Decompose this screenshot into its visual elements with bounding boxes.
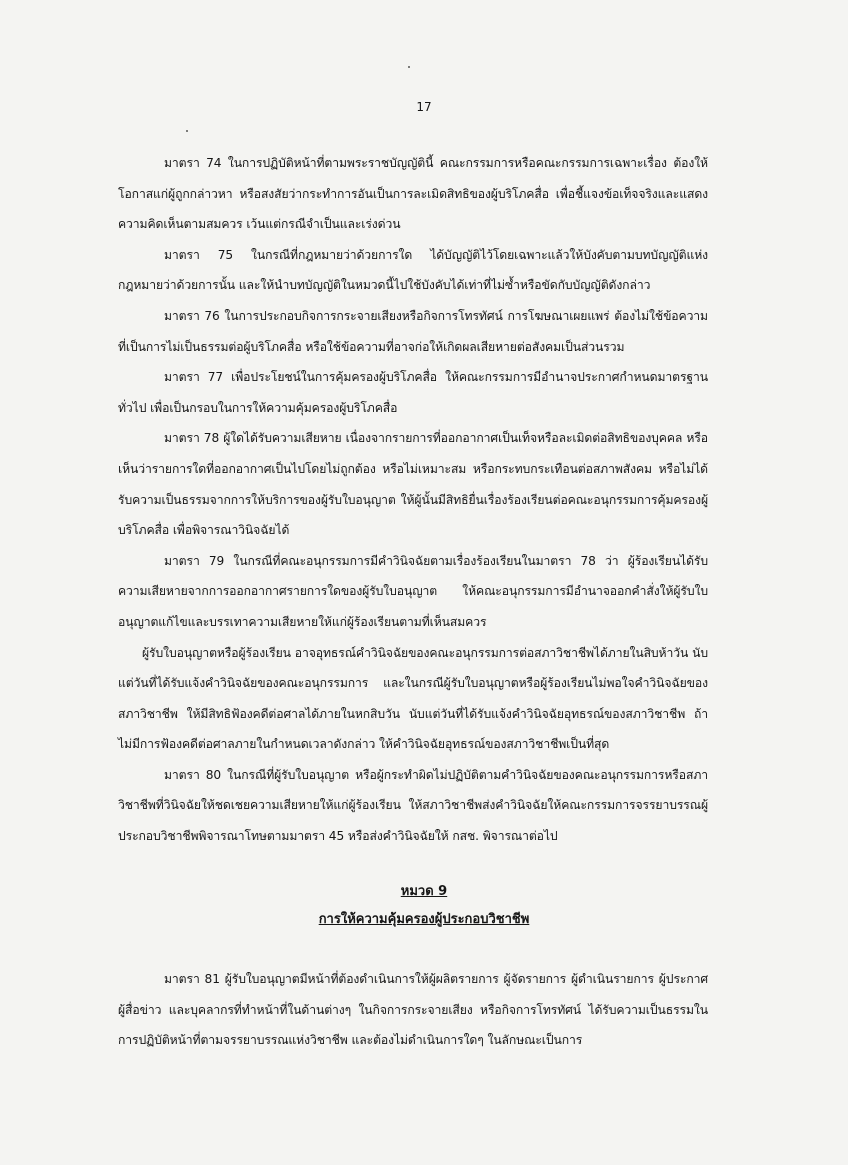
section-78: มาตรา 78 ผู้ใดได้รับความเสียหาย เนื่องจากรายการที่ออกอากาศเป็นเท็จหรือละเมิดต่อสิทธิของบุคคล หรือเห็นว่ารายการใดที่ออกอากาศเป็นไปโดยไม่ถูกต้อง หรือไม่เหมาะสม หรือกระทบกระเทือนต่อสภาพสังคม หรือไม่ได้รับความเป็นธรรมจากการให้บริการของผู้รับใบอนุญาต ให้ผู้นั้นมีสิทธิยื่นเรื่องร้องเรียนต่อคณะอนุกรรมการคุ้มครองผู้บริโภคสื่อ เพื่อพิจารณาวินิจฉัยได้ (118, 431, 708, 538)
body-text (118, 148, 708, 852)
chapter-heading (0, 878, 848, 934)
section-79-appeal: ผู้รับใบอนุญาตหรือผู้ร้องเรียน อาจอุทธรณ์คำวินิจฉัยของคณะอนุกรรมการต่อสภาวิชาชีพได้ภายในสิบห้าวัน นับแต่วันที่ได้รับแจ้งคำวินิจฉัยของคณะอนุกรรมการ และในกรณีผู้รับใบอนุญาตหรือผู้ร้องเรียนไม่พอใจคำวินิจฉัยของสภาวิชาชีพ ให้มีสิทธิฟ้องคดีต่อศาลได้ภายในหกสิบวัน นับแต่วันที่ได้รับแจ้งคำวินิจฉัยอุทธรณ์ของสภาวิชาชีพ ถ้าไม่มีการฟ้องคดีต่อศาลภายในกำหนดเวลาดังกล่าว ให้คำวินิจฉัยอุทธรณ์ของสภาวิชาชีพเป็นที่สุด (118, 645, 708, 752)
body-text-chapter-9 (118, 964, 708, 1056)
scan-speck (408, 66, 410, 68)
section-77: มาตรา 77 เพื่อประโยชน์ในการคุ้มครองผู้บริโภคสื่อ ให้คณะกรรมการมีอำนาจประกาศกำหนดมาตรฐานทั่วไป เพื่อเป็นกรอบในการให้ความคุ้มครองผู้บริโภคสื่อ (118, 370, 708, 415)
scan-speck (186, 130, 188, 132)
section-79: มาตรา 79 ในกรณีที่คณะอนุกรรมการมีคำวินิจฉัยตามเรื่องร้องเรียนในมาตรา 78 ว่า ผู้ร้องเรียนได้รับความเสียหายจากการออกอากาศรายการใดของผู้รับใบอนุญาต ให้คณะอนุกรรมการมีอำนาจออกคำสั่งให้ผู้รับใบอนุญาตแก้ไขและบรรเทาความเสียหายให้แก่ผู้ร้องเรียนตามที่เห็นสมควร (118, 553, 708, 629)
section-75: มาตรา 75 ในกรณีที่กฎหมายว่าด้วยการใด ได้บัญญัติไว้โดยเฉพาะแล้วให้บังคับตามบทบัญญัติแห่งกฎหมายว่าด้วยการนั้น และให้นำบทบัญญัติในหมวดนี้ไปใช้บังคับได้เท่าที่ไม่ซ้ำหรือขัดกับบัญญัติดังกล่าว (118, 247, 708, 293)
section-76: มาตรา 76 ในการประกอบกิจการกระจายเสียงหรือกิจการโทรทัศน์ การโฆษณาเผยแพร่ ต้องไม่ใช้ข้อความที่เป็นการไม่เป็นธรรมต่อผู้บริโภคสื่อ หรือใช้ข้อความที่อาจก่อให้เกิดผลเสียหายต่อสังคมเป็นส่วนรวม (118, 308, 708, 354)
page-number: 17 (416, 100, 432, 114)
section-80: มาตรา 80 ในกรณีที่ผู้รับใบอนุญาต หรือผู้กระทำผิดไม่ปฏิบัติตามคำวินิจฉัยของคณะอนุกรรมการหรือสภาวิชาชีพที่วินิจฉัยให้ชดเชยความเสียหายให้แก่ผู้ร้องเรียน ให้สภาวิชาชีพส่งคำวินิจฉัยให้คณะกรรมการจรรยาบรรณผู้ประกอบวิชาชีพพิจารณาโทษตามมาตรา 45 หรือส่งคำวินิจฉัยให้ กสช. พิจารณาต่อไป (118, 767, 708, 844)
chapter-number: หมวด 9 (400, 884, 448, 899)
section-74: มาตรา 74 ในการปฏิบัติหน้าที่ตามพระราชบัญญัตินี้ คณะกรรมการหรือคณะกรรมการเฉพาะเรื่อง ต้องให้โอกาสแก่ผู้ถูกกล่าวหา หรือสงสัยว่ากระทำการอันเป็นการละเมิดสิทธิของผู้บริโภคสื่อ เพื่อชี้แจงข้อเท็จจริงและแสดงความคิดเห็นตามสมควร เว้นแต่กรณีจำเป็นและเร่งด่วน (118, 156, 708, 232)
chapter-title: การให้ความคุ้มครองผู้ประกอบวิชาชีพ (318, 912, 530, 927)
section-81: มาตรา 81 ผู้รับใบอนุญาตมีหน้าที่ต้องดำเนินการให้ผู้ผลิตรายการ ผู้จัดรายการ ผู้ดำเนินรายการ ผู้ประกาศ ผู้สื่อข่าว และบุคลากรที่ทำหน้าที่ในด้านต่างๆ ในกิจการกระจายเสียง หรือกิจการโทรทัศน์ ได้รับความเป็นธรรมในการปฏิบัติหน้าที่ตามจรรยาบรรณแห่งวิชาชีพ และต้องไม่ดำเนินการใดๆ ในลักษณะเป็นการ (118, 972, 708, 1048)
